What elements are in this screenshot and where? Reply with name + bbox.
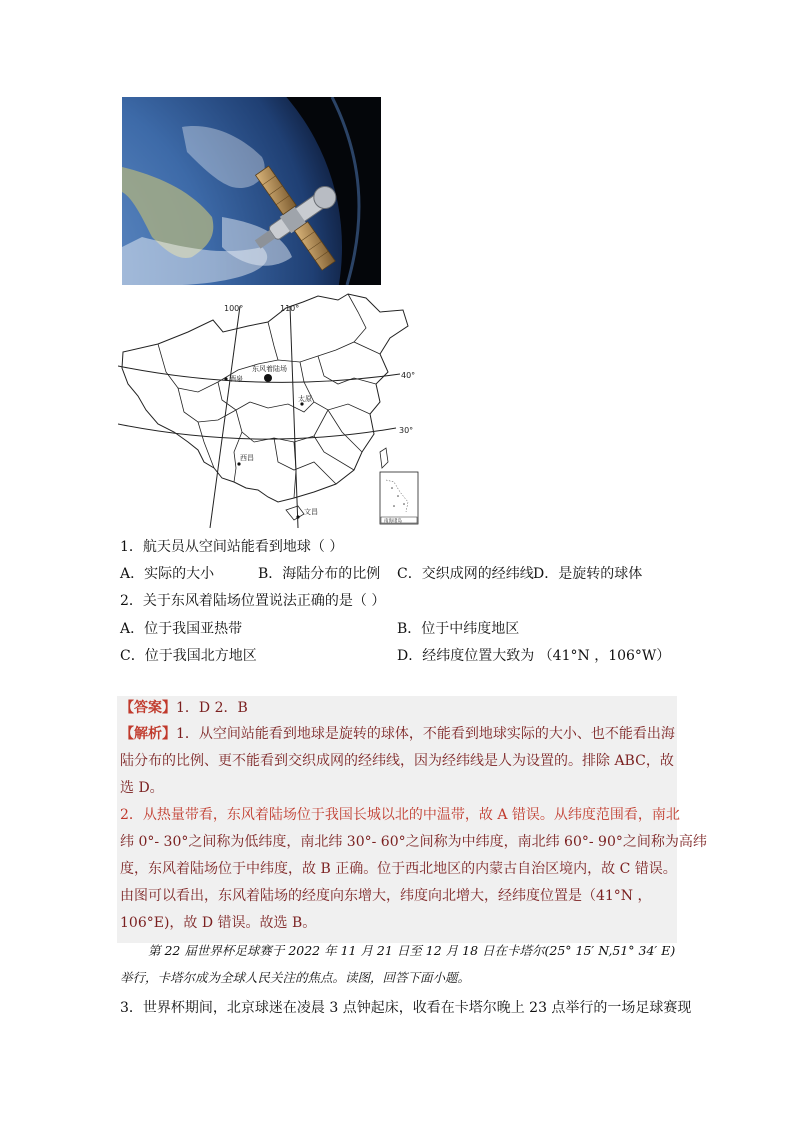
label-lon-110: 110°	[280, 304, 300, 313]
analysis-line-2: 陆分布的比例、更不能看到交织成网的经纬线，因为经纬线是人为设置的。排除 ABC，故	[120, 753, 674, 769]
q1-stem: 1．航天员从空间站能看到地球（ ）	[120, 539, 344, 555]
analysis-line-7: 由图可以看出，东风着陆场的经度向东增大，纬度向北增大，经纬度位置是（41°N ，	[120, 888, 652, 904]
label-lon-100: 100°	[224, 304, 244, 313]
q2-option-b: B．位于中纬度地区	[397, 621, 520, 637]
q2-stem: 2．关于东风着陆场位置说法正确的是（ ）	[120, 593, 386, 609]
intro-line-2: 举行，卡塔尔成为全球人民关注的焦点。读图，回答下面小题。	[120, 970, 471, 985]
answer-line	[120, 698, 248, 718]
q2-option-d: D．经纬度位置大致为 （41°N ，106°W）	[397, 648, 671, 664]
label-xichang: 西昌	[240, 454, 254, 462]
analysis-line-8: 106°E)，故 D 错误。故选 B。	[120, 915, 317, 931]
china-map	[118, 292, 423, 528]
q1-option-b: B．海陆分布的比例	[258, 566, 381, 582]
q1-option-a: A．实际的大小	[120, 566, 215, 582]
answer-text: 1．D 2．B	[176, 700, 248, 716]
dongfeng-marker	[264, 374, 272, 382]
q3-stem: 3．世界杯期间，北京球迷在凌晨 3 点钟起床，收看在卡塔尔晚上 23 点举行的一场足球赛现	[120, 1000, 692, 1016]
q1-option-c: C．交织成网的经纬线	[397, 566, 534, 582]
analysis-line-4: 2．从热量带看，东风着陆场位于我国长城以北的中温带，故 A 错误。从纬度范围看，南北	[120, 807, 680, 823]
analysis-line-5: 纬 0°- 30°之间称为低纬度，南北纬 30°- 60°之间称为中纬度，南北纬 60°- 90°之间称为高纬	[120, 834, 707, 850]
intro-line-1: 第 22 届世界杯足球赛于 2022 年 11 月 21 日至 12 月 18 日在卡塔尔(25° 15′ N,51° 34′ E)	[148, 943, 676, 958]
analysis-tag: 【解析】	[120, 726, 176, 742]
analysis-line-6: 度，东风着陆场位于中纬度，故 B 正确。位于西北地区的内蒙古自治区境内，故 C 错误。	[120, 861, 677, 877]
analysis-line-3: 选 D。	[120, 780, 164, 796]
answer-tag: 【答案】	[120, 700, 176, 716]
q1-option-d: D．是旋转的球体	[533, 566, 643, 582]
analysis-line-1: 【解析】1．从空间站能看到地球是旋转的球体，不能看到地球实际的大小、也不能看出海	[120, 726, 675, 742]
label-lat-40: 40°	[401, 371, 416, 380]
label-wenchang: 文昌	[304, 508, 318, 516]
label-dongfeng: 东风着陆场	[252, 365, 287, 373]
south-china-sea-inset	[380, 472, 418, 524]
label-lat-30: 30°	[399, 426, 414, 435]
q2-option-c: C．位于我国北方地区	[120, 648, 257, 664]
label-taiyuan: 太原	[298, 395, 312, 403]
label-inset: 南海诸岛	[384, 519, 402, 524]
q2-option-a: A．位于我国亚热带	[120, 621, 243, 637]
label-jiuquan: 酒泉	[229, 375, 243, 383]
earth-satellite-photo	[122, 97, 381, 285]
